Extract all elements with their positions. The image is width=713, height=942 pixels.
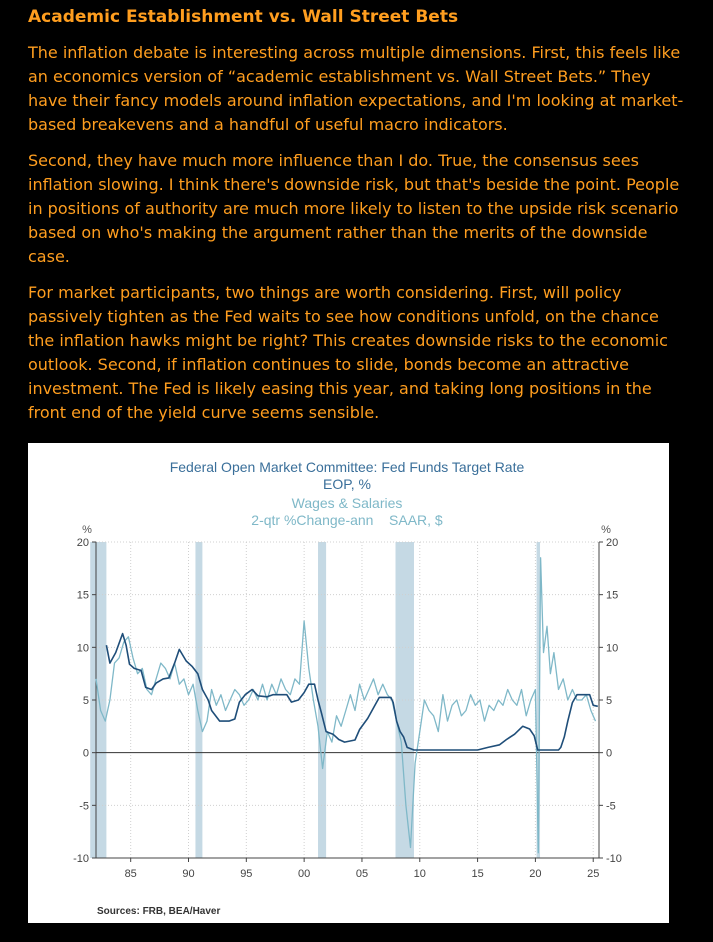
x-tick-label: 95 — [240, 868, 253, 880]
chart-title-line-2: EOP, % — [323, 476, 371, 492]
chart-series — [96, 558, 598, 853]
article-paragraph-2: Second, they have much more influence than I do. True, the consensus sees inflation slowing. I think there's downside risk, but that's beside the point. People in positions of authority are much more likely to listen to the upside risk scenario based on who's making the argument rather than the merits of the downside case. — [28, 151, 680, 266]
x-tick-label: 90 — [182, 868, 195, 880]
article-paragraph-1: The inflation debate is interesting across multiple dimensions. First, this feels like an economics version of “academic establishment vs. Wall Street Bets.” They have their fancy models around inflation expectations, and I'm looking at market-based breakevens and a handful of useful macro indicators. — [28, 43, 684, 134]
chart-sources: Sources: FRB, BEA/Haver — [97, 906, 221, 917]
x-tick-label: 10 — [413, 868, 426, 880]
y-tick-label-left: 5 — [82, 695, 89, 707]
y-tick-label-right: -5 — [606, 800, 616, 813]
chart-titles — [170, 459, 525, 528]
series-line-fed_funds — [106, 634, 597, 750]
y-tick-label-left: -5 — [79, 800, 89, 813]
chart-card — [28, 443, 669, 923]
y-tick-label-right: -10 — [606, 853, 622, 865]
y-tick-label-left: -10 — [73, 853, 89, 865]
y-tick-label-left: 20 — [76, 537, 89, 549]
y-tick-label-right: 10 — [606, 642, 619, 655]
x-tick-label: 85 — [124, 868, 137, 880]
y-tick-label-right: 20 — [606, 537, 619, 549]
series-line-wages — [96, 558, 596, 853]
y-tick-label-right: 0 — [606, 747, 613, 760]
chart-subtitle-line-2: 2-qtr %Change-ann SAAR, $ — [251, 512, 443, 528]
x-tick-label: 00 — [298, 868, 311, 880]
y-tick-label-right: 5 — [606, 695, 613, 707]
x-tick-label: 25 — [587, 868, 600, 880]
chart-subtitle-line-1: Wages & Salaries — [291, 495, 403, 511]
right-axis-unit-label: % — [601, 524, 611, 536]
y-tick-label-left: 15 — [76, 589, 89, 602]
x-tick-label: 20 — [529, 868, 542, 880]
left-axis-unit-label: % — [82, 524, 92, 536]
y-tick-label-right: 15 — [606, 589, 619, 602]
article-paragraph-3: For market participants, two things are worth considering. First, will policy passively tighten as the Fed waits to see how conditions unfold, on the chance the inflation hawks might be right? This creates downside risks to the economic outlook. Second, if inflation continues to slide, bonds become an attractive investment. The Fed is likely easing this year, and taking long positions in the front end of the yield curve seems sensible. — [28, 283, 668, 422]
article-headline: Academic Establishment vs. Wall Street Bets — [28, 7, 459, 27]
chart-title-line-1: Federal Open Market Committee: Fed Funds Target Rate — [169, 459, 525, 475]
y-tick-label-left: 0 — [82, 747, 89, 760]
x-tick-label: 15 — [471, 868, 484, 880]
fed-funds-wages-chart — [28, 443, 669, 903]
y-tick-label-left: 10 — [76, 642, 89, 655]
x-tick-label: 05 — [355, 868, 369, 880]
